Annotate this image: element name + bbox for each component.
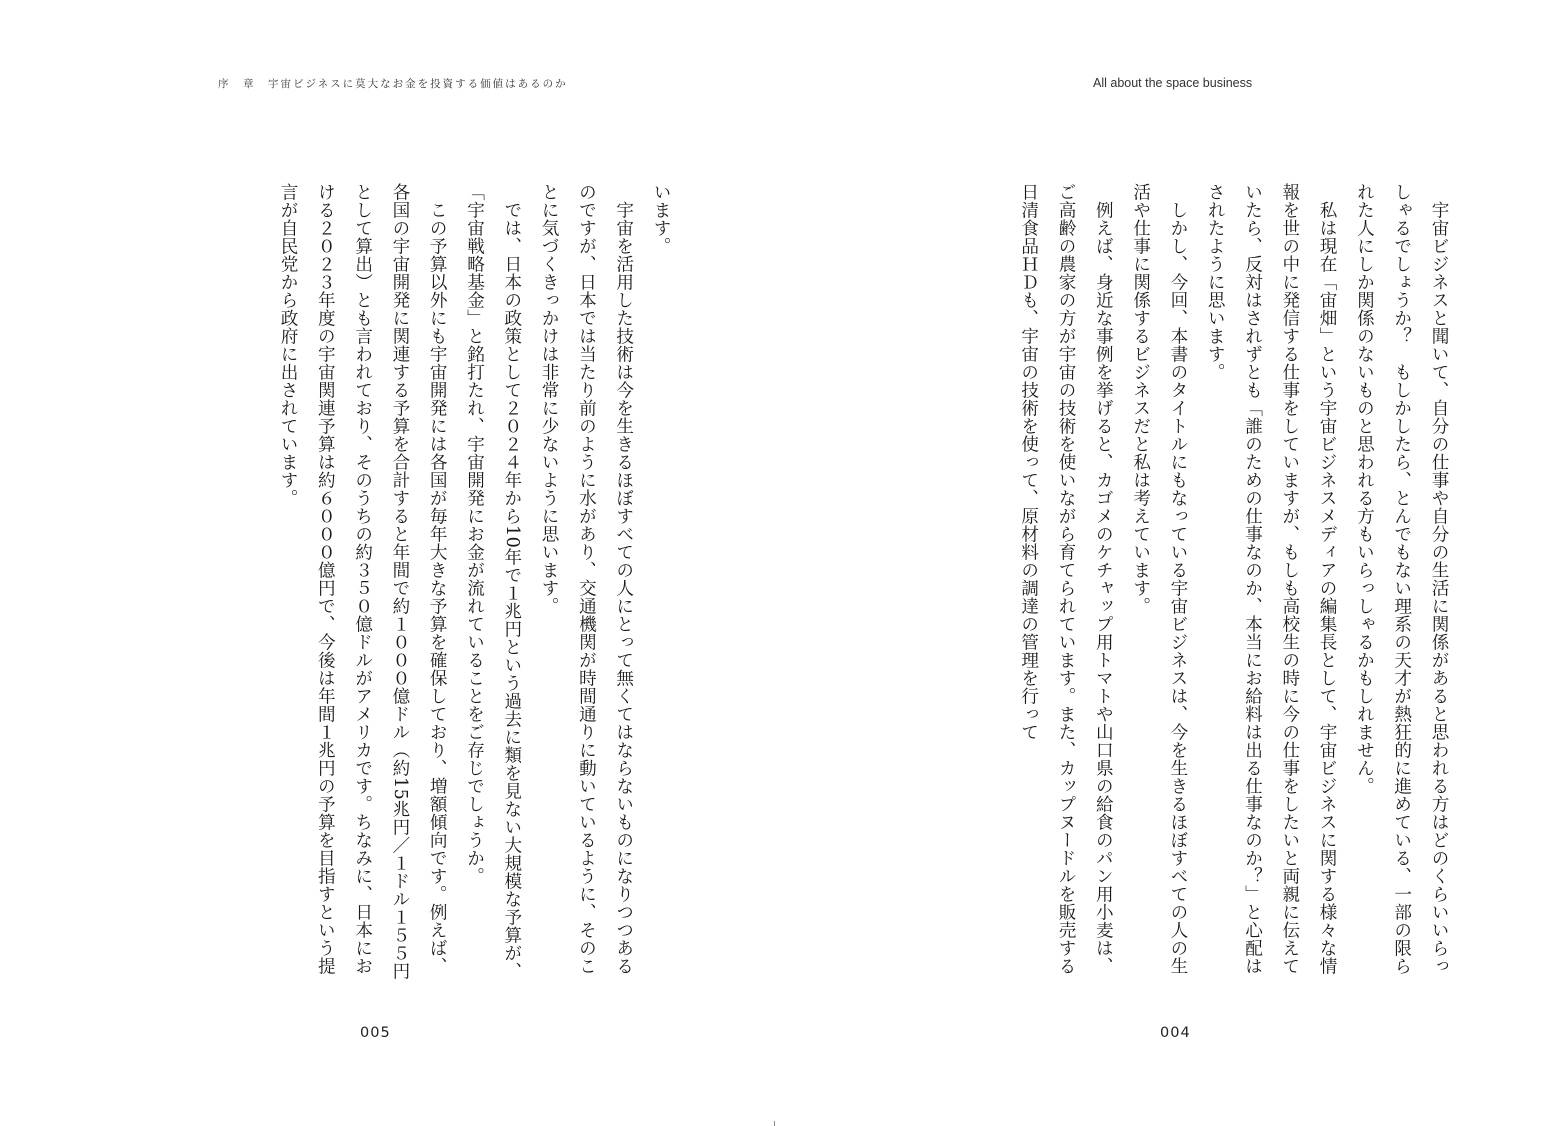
page-number-right: 004: [1160, 1025, 1191, 1041]
running-head-chapter-title: 序 章 宇宙ビジネスに莫大なお金を投資する価値はあるのか: [218, 78, 568, 90]
paragraph-6: では、日本の政策として２０２４年から10年で１兆円という過去に類を見ない大規模な予算が、「宇宙戦略基金」と銘打たれ、宇宙開発にお金が流れていることをご存じでしょうか。: [464, 183, 522, 980]
page-005-body-text: [119, 183, 679, 983]
paragraph-4: 例えば、身近な事例を挙げると、カゴメのケチャップ用トマトや山口県の給食のパン用小麦は、ご高齢の農家の方が宇宙の技術を使いながら育てられています。また、カップヌードルを販売する日清食品ＨＤも、宇宙の技術を使って、原材料の調達の管理を行って: [1018, 183, 1114, 975]
paragraph-5: 宇宙を活用した技術は今を生きるほぼすべての人にとって無くてはならないものになりつつあるのですが、日本では当たり前のように水があり、交通機関が時間通りに動いているように、そのことに気づくきっかけは非常に少ないように思います。: [539, 183, 634, 975]
gutter-mark: [774, 1121, 775, 1126]
paragraph-continuation: います。: [651, 183, 671, 255]
paragraph-3: しかし、今回、本書のタイトルにもなっている宇宙ビジネスは、今を生きるほぼすべての人の生活や仕事に関係するビジネスだと私は考えています。: [1130, 183, 1188, 975]
running-head-book-title: All about the space business: [1093, 76, 1253, 90]
page-004-body-text: [817, 183, 1457, 983]
paragraph-2: 私は現在「宙畑」という宇宙ビジネスメディアの編集長として、宇宙ビジネスに関する様々な情報を世の中に発信する仕事をしていますが、もしも高校生の時に今の仕事をしたいと両親に伝えていたら、反対はされずとも「誰のための仕事なのか、本当にお給料は出る仕事なのか？」と心配はされたように思います。: [1205, 183, 1338, 975]
paragraph-7: この予算以外にも宇宙開発には各国が毎年大きな予算を確保しており、増額傾向です。例えば、各国の宇宙開発に関連する予算を合計すると年間で約１０００億ドル（約15兆円／１ドル１５５円として算出）とも言われており、そのうちの約３５０億ドルがアメリカです。ちなみに、日本における２０２３年度の宇宙関連予算は約６０００億円で、今後は年間１兆円の予算を目指すという提言が自民党から政府に出されています。: [278, 183, 448, 981]
paragraph-1: 宇宙ビジネスと聞いて、自分の仕事や自分の生活に関係があると思われる方はどのくらいいらっしゃるでしょうか？ もしかしたら、とんでもない理系の天才が熱狂的に進めている、一部の限られた人にしか関係のないものと思われる方もいらっしゃるかもしれません。: [1354, 183, 1449, 975]
page-number-left: 005: [360, 1025, 391, 1041]
